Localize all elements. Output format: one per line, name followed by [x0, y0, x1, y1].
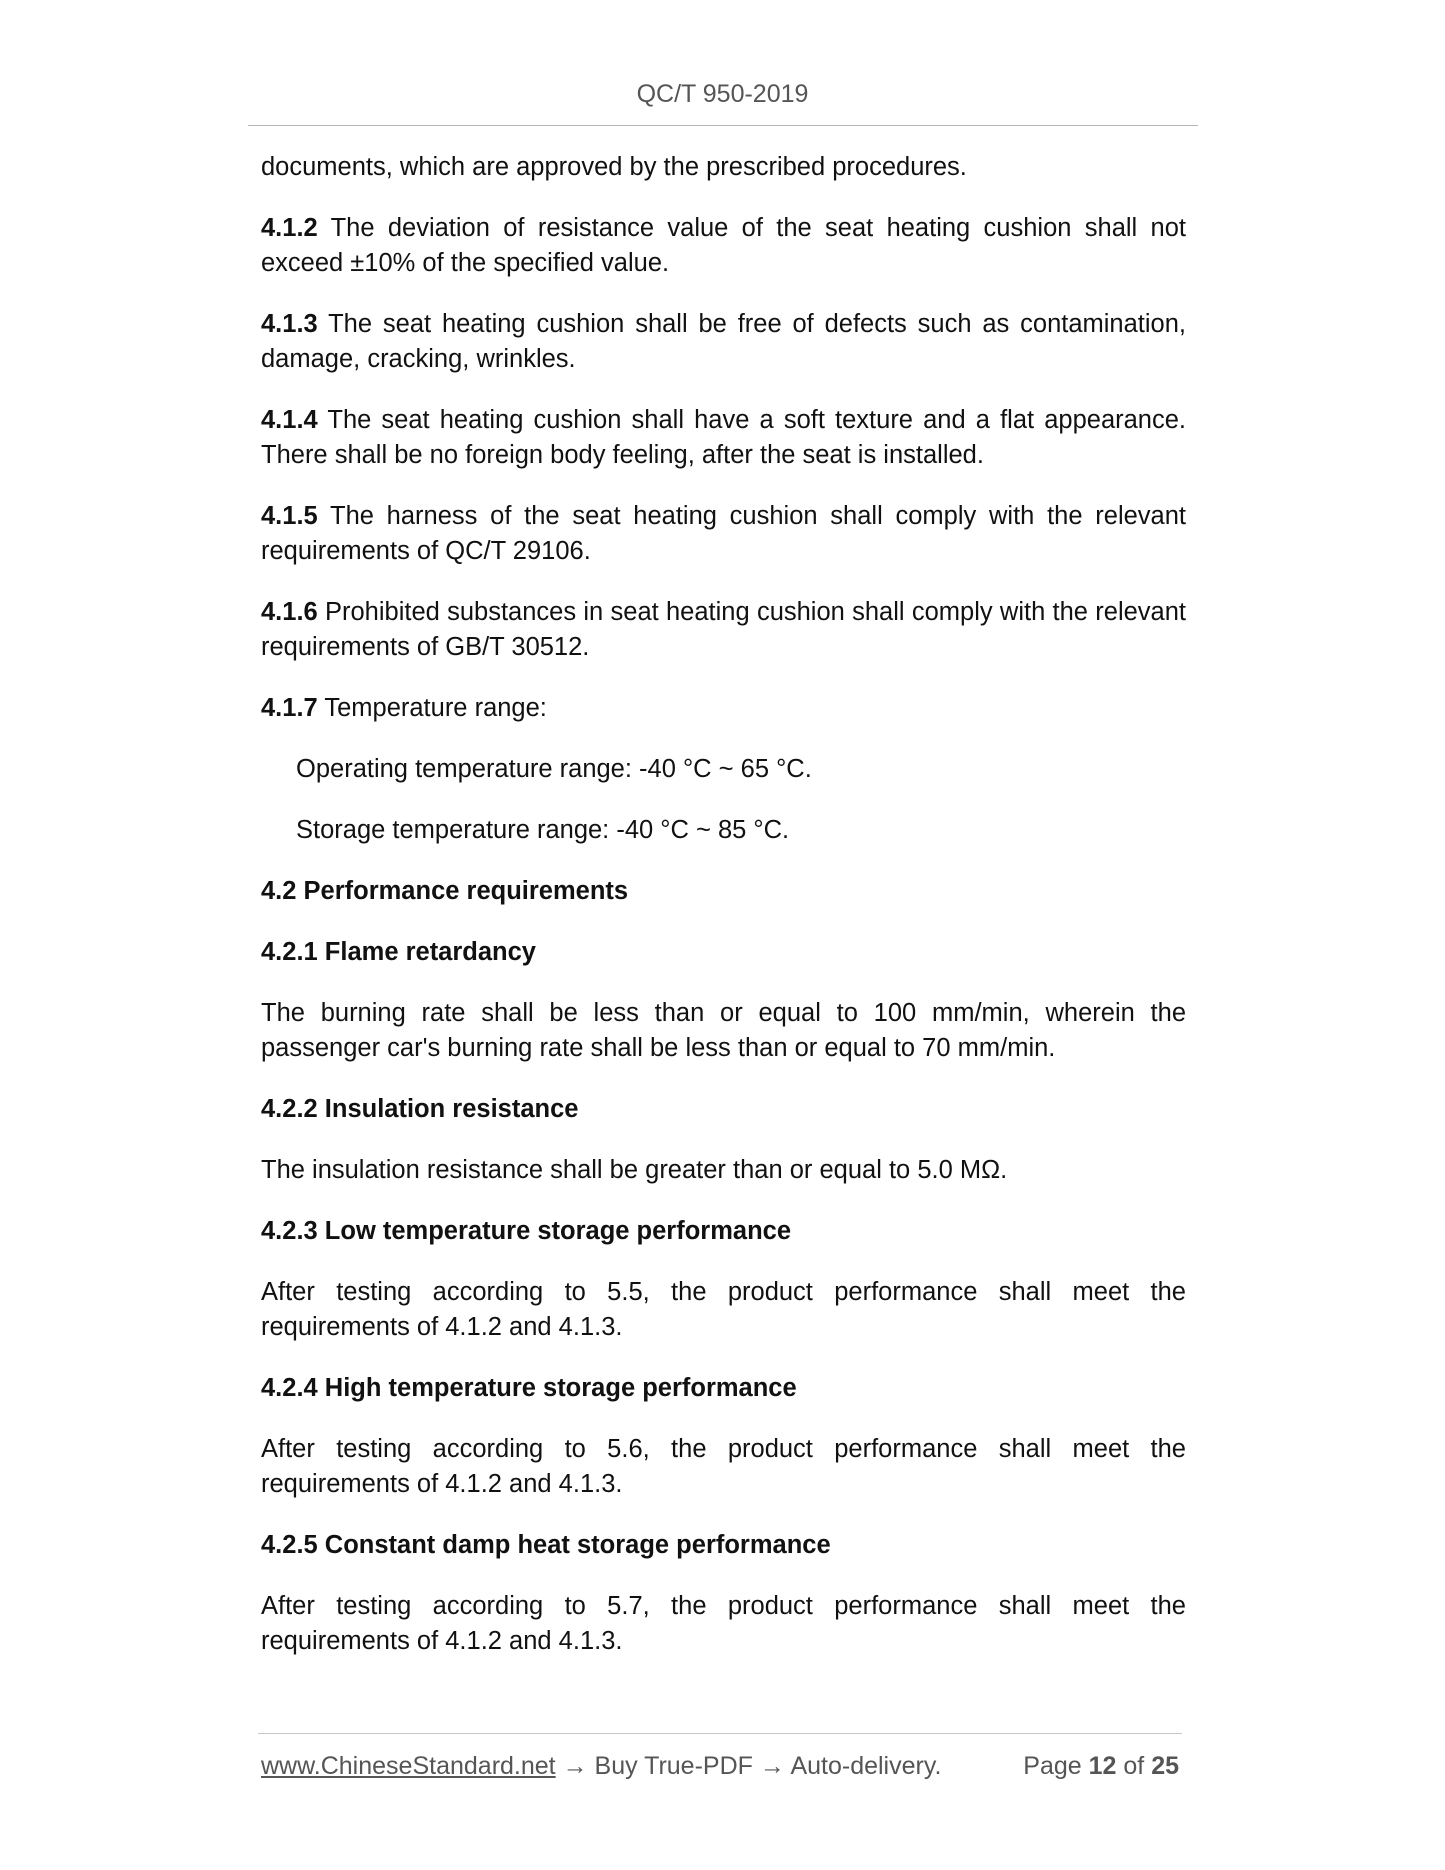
clause-text: The seat heating cushion shall be free of defects such as contamination, damage, cracking, wrinkles.	[261, 310, 1186, 373]
section-heading-4-2: 4.2 Performance requirements	[261, 877, 629, 905]
clause-text: Prohibited substances in seat heating cushion shall comply with the relevant requirements of GB/T 30512.	[261, 598, 1186, 661]
clause-4-1-5	[261, 499, 1186, 569]
storage-temperature-range: Storage temperature range: -40 °C ~ 85 °C.	[296, 816, 790, 844]
clause-number: 4.1.5	[261, 502, 318, 530]
page-total: 25	[1151, 1752, 1179, 1780]
clause-4-1-3	[261, 307, 1186, 377]
section-heading-4-2-1: 4.2.1 Flame retardancy	[261, 938, 536, 966]
paragraph-continuation: documents, which are approved by the prescribed procedures.	[261, 153, 967, 181]
buy-pdf-text: Buy True-PDF	[594, 1752, 753, 1780]
paragraph-insulation-resistance: The insulation resistance shall be greater than or equal to 5.0 MΩ.	[261, 1156, 1008, 1184]
page-footer	[261, 1752, 1179, 1781]
operating-temperature-range: Operating temperature range: -40 °C ~ 65 °C.	[296, 755, 812, 783]
page-header-title: QC/T 950-2019	[636, 80, 809, 108]
clause-text: The harness of the seat heating cushion shall comply with the relevant requirements of QC/T 29106.	[261, 502, 1186, 565]
section-heading-4-2-2: 4.2.2 Insulation resistance	[261, 1095, 579, 1123]
clause-4-1-2	[261, 211, 1186, 281]
website-link[interactable]: www.ChineseStandard.net	[261, 1752, 556, 1780]
clause-number: 4.1.6	[261, 598, 318, 626]
clause-number: 4.1.4	[261, 406, 318, 434]
auto-delivery-text: Auto-delivery.	[790, 1752, 942, 1780]
arrow-right-icon: →	[759, 1752, 785, 1780]
clause-number: 4.1.7	[261, 694, 318, 722]
clause-text: The seat heating cushion shall have a soft texture and a flat appearance. There shall be no foreign body feeling, after the seat is installed.	[261, 406, 1186, 469]
clause-number: 4.1.3	[261, 310, 318, 338]
clause-text: The deviation of resistance value of the seat heating cushion shall not exceed ±10% of the specified value.	[261, 214, 1186, 277]
page-number: 12	[1088, 1752, 1117, 1780]
document-body	[261, 150, 1186, 1685]
footer-divider	[258, 1733, 1182, 1734]
of-label: of	[1123, 1752, 1145, 1780]
paragraph-damp-heat: After testing according to 5.7, the product performance shall meet the requirements of 4.1.2 and 4.1.3.	[261, 1592, 1186, 1655]
page-label: Page	[1023, 1752, 1082, 1780]
paragraph-flame-retardancy: The burning rate shall be less than or equal to 100 mm/min, wherein the passenger car's burning rate shall be less than or equal to 70 mm/min.	[261, 999, 1186, 1062]
section-heading-4-2-4: 4.2.4 High temperature storage performance	[261, 1374, 797, 1402]
footer-left	[261, 1752, 941, 1781]
header-divider	[248, 125, 1198, 126]
clause-4-1-6	[261, 595, 1186, 665]
clause-4-1-4	[261, 403, 1186, 473]
paragraph-low-temperature: After testing according to 5.5, the product performance shall meet the requirements of 4.1.2 and 4.1.3.	[261, 1278, 1186, 1341]
clause-number: 4.1.2	[261, 214, 318, 242]
paragraph-high-temperature: After testing according to 5.6, the product performance shall meet the requirements of 4.1.2 and 4.1.3.	[261, 1435, 1186, 1498]
page-indicator	[1023, 1752, 1179, 1781]
section-heading-4-2-5: 4.2.5 Constant damp heat storage performance	[261, 1531, 831, 1559]
arrow-right-icon: →	[562, 1752, 588, 1780]
clause-4-1-7	[261, 691, 1186, 726]
clause-text: Temperature range:	[317, 694, 547, 722]
section-heading-4-2-3: 4.2.3 Low temperature storage performance	[261, 1217, 792, 1245]
